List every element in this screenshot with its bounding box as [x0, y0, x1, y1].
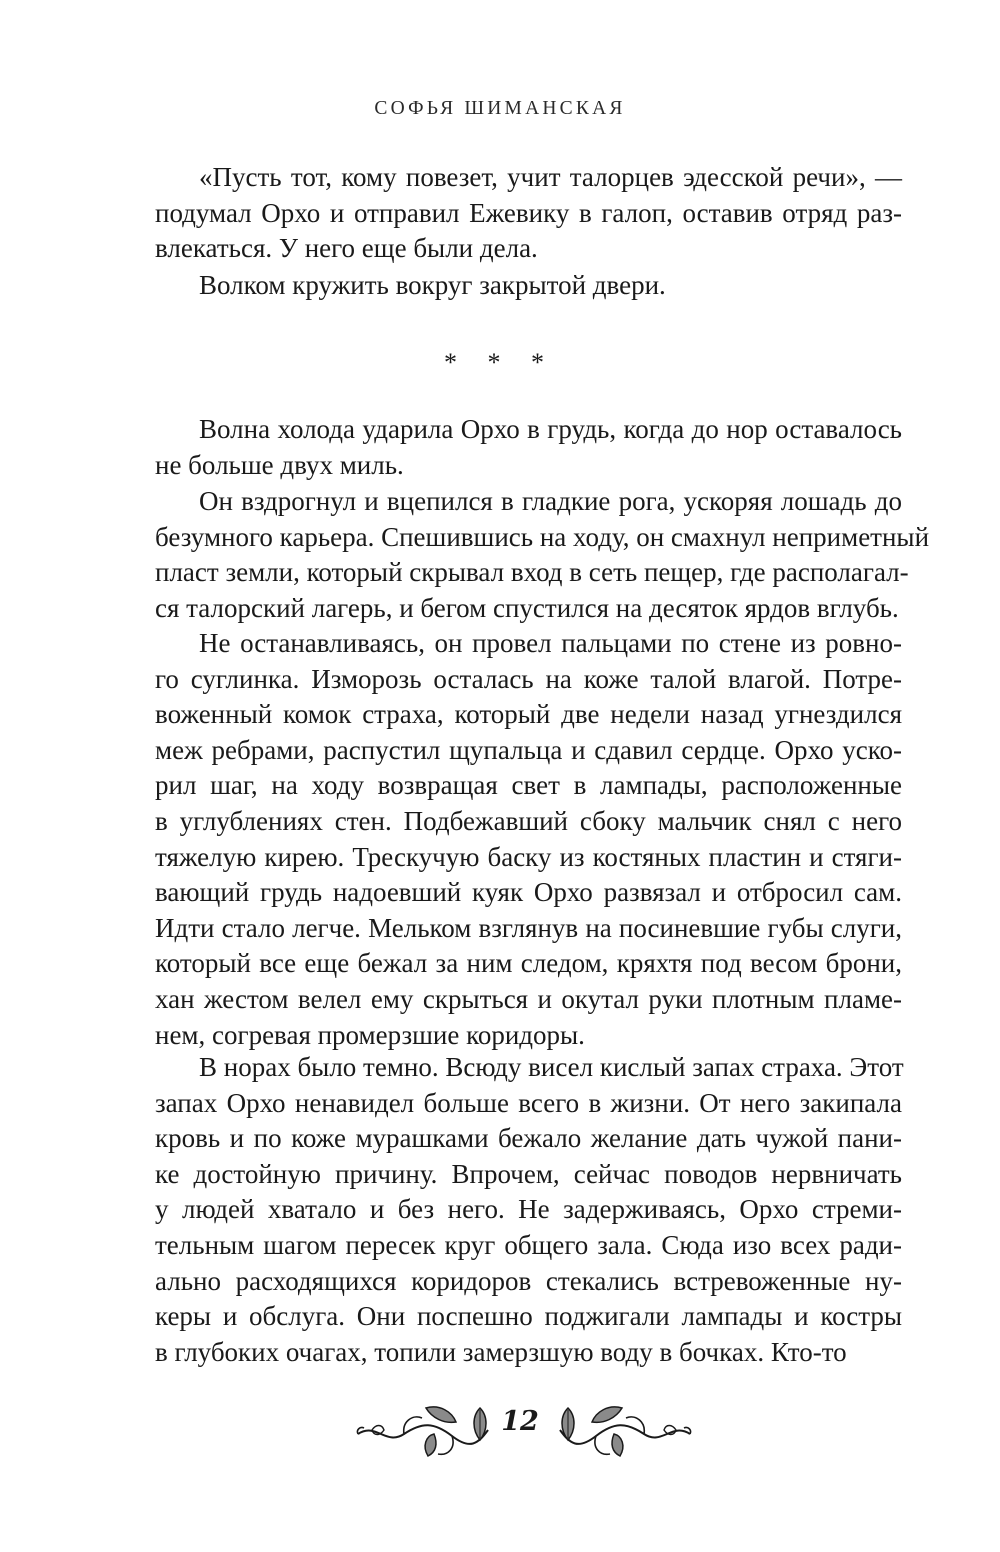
page-number: 12 [501, 1406, 539, 1437]
text-line: Волна холода ударила Орхо в грудь, когда до нор оставалось [199, 414, 902, 444]
text-line: воженный комок страха, который две недели назад угнездился [155, 699, 902, 730]
text-line: безумного карьера. Спешившись на ходу, он смахнул неприметный [155, 521, 930, 552]
text-line: В норах было темно. Всюду висел кислый запах страха. Этот [199, 1052, 904, 1082]
text-line: нем, согревая промерзшие коридоры. [155, 1019, 585, 1050]
text-line: у людей хватало и без него. Не задерживаясь, Орхо стреми- [155, 1194, 902, 1225]
text-line: вающий грудь надоевший куяк Орхо развязал и отбросил сам. [155, 877, 902, 908]
text-line: запах Орхо ненавидел больше всего в жизни. От него закипала [155, 1087, 902, 1118]
page-footer [0, 1400, 1000, 1470]
text-line: го суглинка. Изморозь осталась на коже талой влагой. Потре- [155, 663, 902, 694]
text-line: который все еще бежал за ним следом, кряхтя под весом брони, [155, 948, 902, 979]
text-line: ально расходящихся коридоров стекались встревоженные ну- [155, 1265, 902, 1296]
text-line: ке достойную причину. Впрочем, сейчас поводов нервничать [155, 1158, 902, 1189]
text-line: «Пусть тот, кому повезет, учит талорцев эдесской речи», — [199, 162, 902, 192]
text-line: влекаться. У него еще были дела. [155, 233, 538, 264]
text-line: хан жестом велел ему скрыться и окутал руки плотным пламе- [155, 984, 902, 1014]
text-line: Не останавливаясь, он провел пальцами по стене из ровно- [199, 628, 902, 658]
text-line: меж ребрами, распустил щупальца и сдавил сердце. Орхо уско- [155, 734, 902, 765]
text-line: в глубоких очагах, топили замерзшую воду в бочках. Кто-то [155, 1336, 847, 1367]
text-line: Он вздрогнул и вцепился в гладкие рога, ускоряя лошадь до [199, 486, 902, 516]
text-line: не больше двух миль. [155, 449, 404, 480]
text-line: тельным шагом пересек круг общего зала. Сюда изо всех ради- [155, 1230, 902, 1260]
text-line: Идти стало легче. Мельком взглянув на посиневшие губы слуги, [155, 912, 902, 943]
text-line: тяжелую кирею. Трескучую баску из костяных пластин и стяги- [155, 841, 902, 872]
text-line: в углублениях стен. Подбежавший сбоку мальчик снял с него [155, 806, 902, 836]
scene-break: * * * [444, 348, 556, 377]
text-line: Волком кружить вокруг закрытой двери. [199, 270, 666, 300]
text-line: пласт земли, который скрывал вход в сеть пещер, где располагал- [155, 557, 909, 588]
text-line: рил шаг, на ходу возвращая свет в лампады, расположенные [155, 770, 902, 801]
text-line: керы и обслуга. Они поспешно поджигали лампады и костры [155, 1301, 902, 1332]
left-vine-ornament-icon [352, 1400, 492, 1466]
text-line: кровь и по коже мурашками бежало желание дать чужой пани- [155, 1123, 902, 1154]
right-vine-ornament-icon [556, 1400, 696, 1466]
text-line: подумал Орхо и отправил Ежевику в галоп, оставив отряд раз- [155, 197, 902, 228]
running-head: СОФЬЯ ШИМАНСКАЯ [374, 98, 626, 119]
text-line: ся талорский лагерь, и бегом спустился на десяток ярдов вглубь. [155, 592, 899, 623]
